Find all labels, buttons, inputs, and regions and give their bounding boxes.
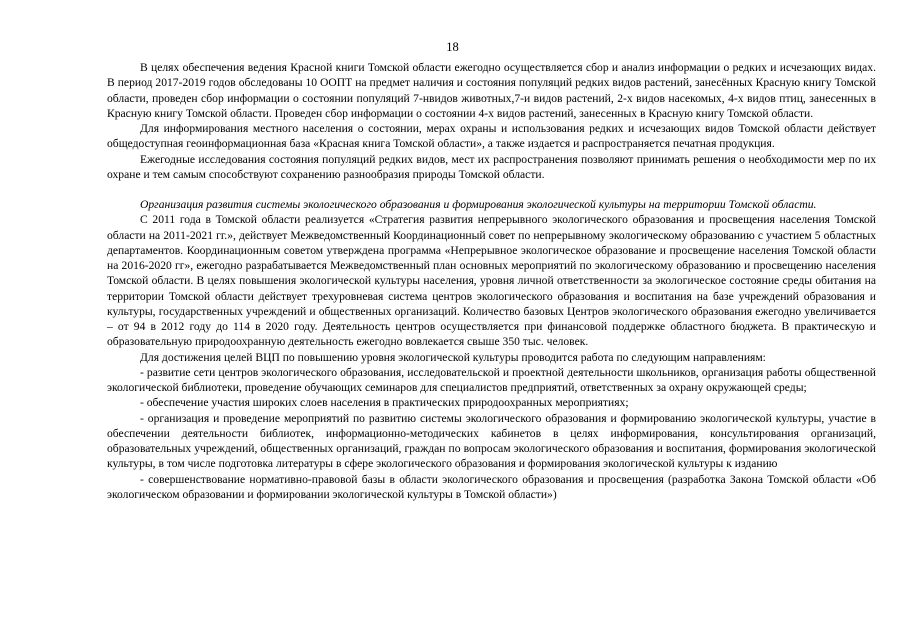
page-number: 18 xyxy=(446,40,459,54)
document-body xyxy=(107,60,876,502)
section-spacer xyxy=(107,182,876,197)
list-item: - обеспечение участия широких слоев населения в практических природоохранных мероприятиях; xyxy=(140,396,629,410)
section-heading: Организация развития системы экологического образования и формирования экологической культуры на территории Томской области. xyxy=(140,198,817,211)
paragraph-population-studies: Ежегодные исследования состояния популяций редких видов, мест их распространения позволяют принимать решения о необходимости мер по их охране и тем самым способствуют сохранению разнообразия природы Томской области. xyxy=(107,152,876,181)
paragraph-strategy: С 2011 года в Томской области реализуется «Стратегия развития непрерывного экологического образования и просвещения населения Томской области на 2011-2021 гг.», действует Межведомственный Координационный совет по непрерывному экологическому образованию с участием 5 областных департаментов. Координационным советом утверждена программа «Непрерывное экологическое образование и просвещение населения Томской области на 2016-2020 гг», ежегодно разрабатывается Межведомственный план основных мероприятий по экологическому образованию и просвещению населения Томской области. В целях повышения экологической культуры населения, уровня личной ответственности за экологическое состояние среды обитания на территории Томской области действует трехуровневая система центров экологического образования и воспитания на базе учреждений образования и культуры, государственных учреждений и общественных организаций. Количество базовых Центров экологического образования ежегодно увеличивается – от 94 в 2012 году до 114 в 2020 году. Деятельность центров осуществляется при финансовой поддержке областного бюджета. В практическую и образовательную природоохранную деятельность ежегодно вовлекается свыше 350 тыс. человек. xyxy=(107,213,876,349)
list-item: - организация и проведение мероприятий по развитию системы экологического образования и формированию экологической культуры, участие в обеспечении деятельности библиотек, информационно-методических кабинетов в целях информирования, консультирования организаций, образовательных учреждений, общественных организаций, граждан по вопросам экологического образования и воспитания, формирования экологической культуры, в том числе подготовка литературы в сфере экологического образования и формирования экологической культуры к изданию xyxy=(107,411,876,471)
list-item: - совершенствование нормативно-правовой базы в области экологического образования и просвещения (разработка Закона Томской области «Об экологическом образовании и формировании экологической культуры в Томской области») xyxy=(107,472,876,501)
paragraph-directions-intro: Для достижения целей ВЦП по повышению уровня экологической культуры проводится работа по следующим направлениям: xyxy=(140,350,766,364)
paragraph-red-book-information: Для информирования местного населения о состоянии, мерах охраны и использования редких и исчезающих видов Томской области действует общедоступная геоинформационная база «Красная книга Томской области», а также издается и распространяется печатная продукция. xyxy=(107,122,876,151)
directions-list xyxy=(107,365,876,502)
list-item: - развитие сети центров экологического образования, исследовательской и проектной деятельности школьников, организация работы общественной экологической библиотеки, проведение обучающих семинаров для специалистов предприятий, ответственных за охрану окружающей среды; xyxy=(107,365,876,394)
paragraph-red-book-monitoring: В целях обеспечения ведения Красной книги Томской области ежегодно осуществляется сбор и анализ информации о редких и исчезающих видах. В период 2017-2019 годов обследованы 10 ООПТ на предмет наличия и состояния популяций редких видов растений, занесённых Красную книгу Томской области, проведен сбор информации о состоянии популяций 7-нвидов животных,7-и видов растений, 2-х видов насекомых, 4-х видов птиц, занесенных в Красную книгу Томской области. Проведен сбор информации о состоянии 4-х видов растений, занесенных в Красную книгу Томской области. xyxy=(107,61,876,120)
